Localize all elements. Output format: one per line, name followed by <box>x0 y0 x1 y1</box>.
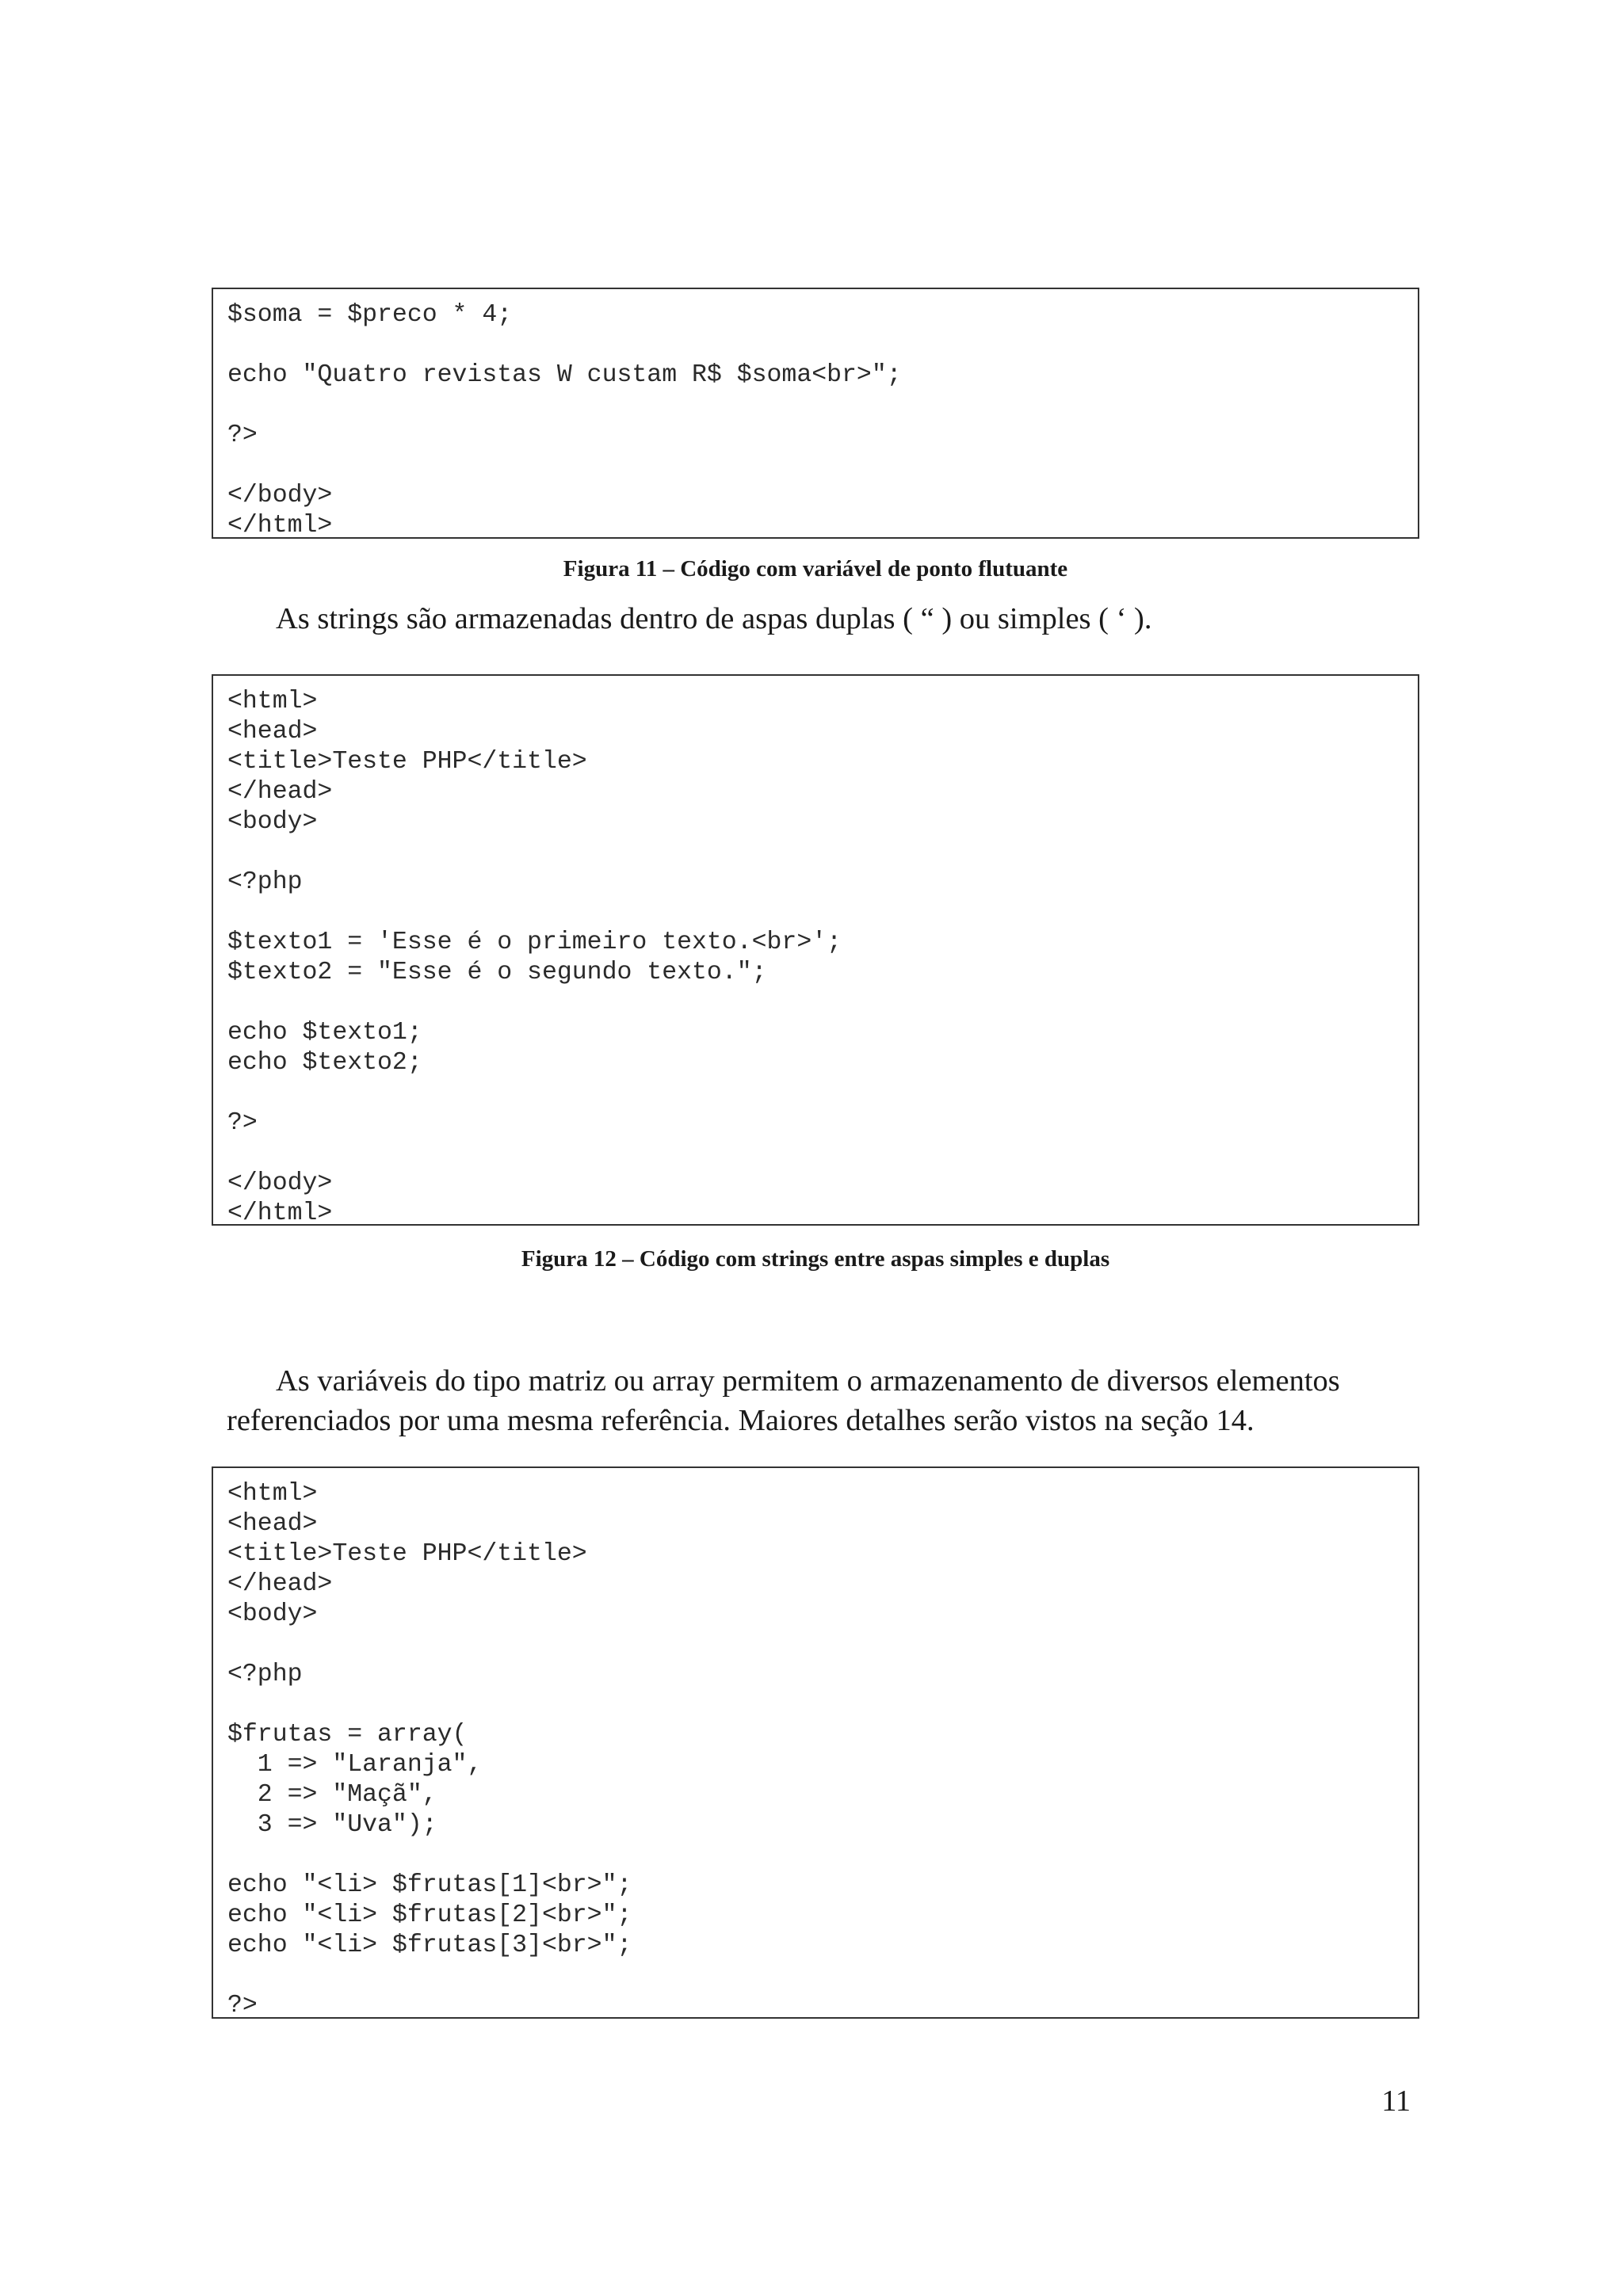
code-line: 1 => "Laranja", <box>227 1751 483 1779</box>
code-line <box>227 1961 1418 1991</box>
code-line: <head> <box>227 1510 318 1538</box>
paragraph-strings <box>227 599 1419 639</box>
code-line: $texto1 = 'Esse é o primeiro texto.<br>'; <box>227 929 842 956</box>
code-line: </body> <box>227 1169 333 1197</box>
code-line: <body> <box>227 808 318 836</box>
code-line: ?> <box>227 421 258 449</box>
code-line <box>227 837 1418 868</box>
code-line <box>227 451 1418 481</box>
code-line: ?> <box>227 1992 258 2019</box>
code-line: </body> <box>227 482 333 509</box>
paragraph-arrays <box>227 1361 1419 1440</box>
code-block-figure-11 <box>212 288 1419 539</box>
code-line: <body> <box>227 1600 318 1628</box>
code-line: $frutas = array( <box>227 1721 468 1749</box>
page-number: 11 <box>1381 2084 1411 2118</box>
code-line <box>227 391 1418 421</box>
code-line: <html> <box>227 688 318 715</box>
code-line: <?php <box>227 1661 303 1688</box>
code-line: 3 => "Uva"); <box>227 1811 437 1839</box>
code-line <box>227 1690 1418 1720</box>
code-block-figure-12 <box>212 674 1419 1226</box>
code-line: <?php <box>227 868 303 896</box>
figure-11-caption: Figura 11 – Código com variável de ponto flutuante <box>563 556 1068 582</box>
code-line: echo "<li> $frutas[3]<br>"; <box>227 1932 632 1959</box>
code-line: echo "<li> $frutas[1]<br>"; <box>227 1871 632 1899</box>
code-line: </head> <box>227 1570 333 1598</box>
code-line <box>227 1138 1418 1169</box>
code-line: <title>Teste PHP</title> <box>227 1540 587 1568</box>
code-line: <html> <box>227 1480 318 1508</box>
code-line: </head> <box>227 778 333 806</box>
code-line <box>227 898 1418 928</box>
paragraph-line: As strings são armazenadas dentro de aspas duplas ( “ ) ou simples ( ‘ ). <box>276 602 1152 635</box>
paragraph-line: As variáveis do tipo matriz ou array permitem o armazenamento de diversos elementos <box>276 1364 1340 1398</box>
code-line <box>227 1630 1418 1660</box>
figure-12-caption: Figura 12 – Código com strings entre aspas simples e duplas <box>521 1246 1110 1272</box>
code-line: </html> <box>227 512 333 540</box>
code-line: echo "Quatro revistas W custam R$ $soma<br>"; <box>227 361 902 389</box>
code-line: <title>Teste PHP</title> <box>227 748 587 776</box>
code-line: $soma = $preco * 4; <box>227 301 513 329</box>
code-line: echo $texto1; <box>227 1019 422 1047</box>
code-line <box>227 988 1418 1018</box>
paragraph-line: referenciados por uma mesma referência. Maiores detalhes serão vistos na seção 14. <box>227 1404 1254 1437</box>
code-line: ?> <box>227 1109 258 1137</box>
code-line: $texto2 = "Esse é o segundo texto."; <box>227 959 767 986</box>
code-line: </html> <box>227 1199 333 1227</box>
code-line <box>227 1840 1418 1871</box>
code-block-arrays <box>212 1466 1419 2019</box>
code-line <box>227 1078 1418 1108</box>
code-line: echo "<li> $frutas[2]<br>"; <box>227 1901 632 1929</box>
code-line: echo $texto2; <box>227 1049 422 1077</box>
code-line: 2 => "Maçã", <box>227 1781 437 1809</box>
code-line <box>227 330 1418 360</box>
code-line: <head> <box>227 718 318 746</box>
